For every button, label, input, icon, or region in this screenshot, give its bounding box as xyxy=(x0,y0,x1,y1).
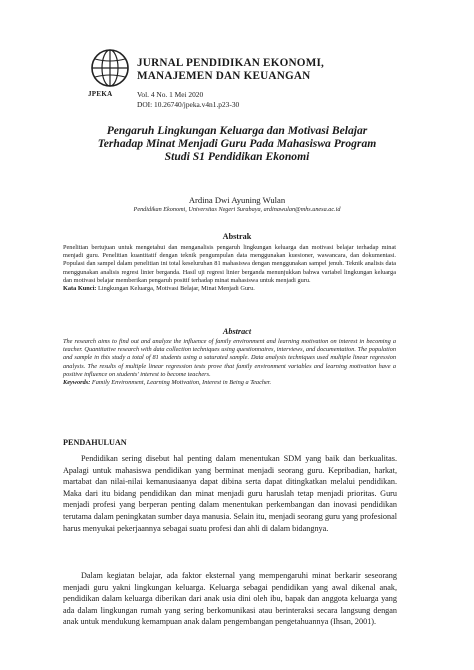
doi-info: DOI: 10.26740/jpeka.v4n1.p23-30 xyxy=(137,99,240,109)
abstrak-heading: Abstrak xyxy=(222,232,252,241)
journal-title-line: MANAJEMEN DAN KEUANGAN xyxy=(137,70,311,82)
body-paragraph xyxy=(63,453,397,534)
abstrak-text: Penelitian bertujuan untuk mengetahui dan menganalisis pengaruh lingkungan keluarga dan motivasi belajar terhadap minat menjadi guru. Penelitian kuantitatif dengan teknik pengumpulan data menggunakan kuesioner, wawancara, dan dokumentasi. Populasi dan sampel dalam penelitian ini total keseluruhan 81 mahasiswa dengan menggunakan sampel jenuh. Teknik analisis data menggunakan analisis regresi linier berganda. Hasil uji regresi linier berganda menunjukkan bahwa variabel lingkungan keluarga dan motivasi belajar memberikan pengaruh positif terhadap minat mahasiswa untuk menjadi guru. xyxy=(63,244,396,284)
globe-icon xyxy=(90,48,130,88)
paragraph-text: Dalam kegiatan belajar, ada faktor eksternal yang mempengaruhi minat berkarir seseorang menjadi guru yakni lingkungan keluarga. Keluarga sebagai pendidikan yang awal dikenal anak, pendidikan dalam keluarga diberikan dari anak usia dini oleh ibu, bapak dan anggota keluarga yang ada dalam lingkungan rumah yang sering berkomunikasi atau berinteraksi secara langsung dengan anak untuk mendukung kemampuan anak dalam pengembangan pengetahuannya (Ihsan, 2001). xyxy=(63,571,397,627)
author-affiliation: Pendidikan Ekonomi, Universitas Negeri Surabaya, ardinawulan@mhs.unesa.ac.id xyxy=(133,206,341,213)
abstrak-keywords-label: Kata Kunci: xyxy=(63,285,97,293)
body-paragraph xyxy=(63,570,397,628)
abstrak-body xyxy=(63,244,396,293)
abstract-body xyxy=(63,338,396,387)
abstract-keywords-label: Keywords: xyxy=(63,379,91,387)
section-heading: PENDAHULUAN xyxy=(63,438,127,447)
author-name: Ardina Dwi Ayuning Wulan xyxy=(188,195,286,205)
abstrak-keywords: Lingkungan Keluarga, Motivasi Belajar, Minat Menjadi Guru. xyxy=(98,285,255,293)
paper-title-line: Studi S1 Pendidikan Ekonomi xyxy=(164,150,310,163)
journal-title xyxy=(137,57,324,83)
journal-title-line: JURNAL PENDIDIKAN EKONOMI, xyxy=(137,57,325,69)
logo-label: JPEKA xyxy=(88,90,113,98)
abstract-keywords: Family Environment, Learning Motivation, Interest in Being a Teacher. xyxy=(91,379,272,387)
paper-title xyxy=(40,124,434,163)
paper-title-line: Terhadap Minat Menjadi Guru Pada Mahasiswa Program xyxy=(97,137,377,150)
abstract-text: The research aims to find out and analyze the influence of family environment and learning motivation on interest in becoming a teacher. Quantitative research with data collection techniques using questionnaires, interviews, and documentation. The population and sample in this study a total of 81 students using a saturated sample. Data analysis techniques used multiple linear regression analysis. The results of multiple linear regression tests prove that family environment variables and learning motivation have a positive influence on students' interest to become teachers. xyxy=(63,338,396,378)
paragraph-text: Pendidikan sering disebut hal penting dalam menentukan SDM yang baik dan berkualitas. Apalagi untuk mahasiswa pendidikan yang berminat menjadi seorang guru. Kepribadian, harkat, martabat dan nilai-nilai kemanusiaanya dapat dibina serta dapat ditingkatkan melalui pendidikan. Maka dari itu bidang pendidikan dan minat menjadi guru haruslah tetap menjadi prioritas. Guru menjadi profesi yang berperan penting dalam menentukan perkembangan dan inovasi pendidikan terutama dalam peningkatan sumber daya manusia. Selain itu, menjadi seorang guru yang profesional harus menyukai pekerjaannya sebagai suatu profesi dan ahli di dalam bidangnya. xyxy=(63,454,397,533)
volume-info: Vol. 4 No. 1 Mei 2020 xyxy=(137,90,204,99)
journal-meta xyxy=(137,90,239,110)
paper-title-line: Pengaruh Lingkungan Keluarga dan Motivasi Belajar xyxy=(106,124,368,137)
abstract-heading: Abstract xyxy=(222,327,252,336)
